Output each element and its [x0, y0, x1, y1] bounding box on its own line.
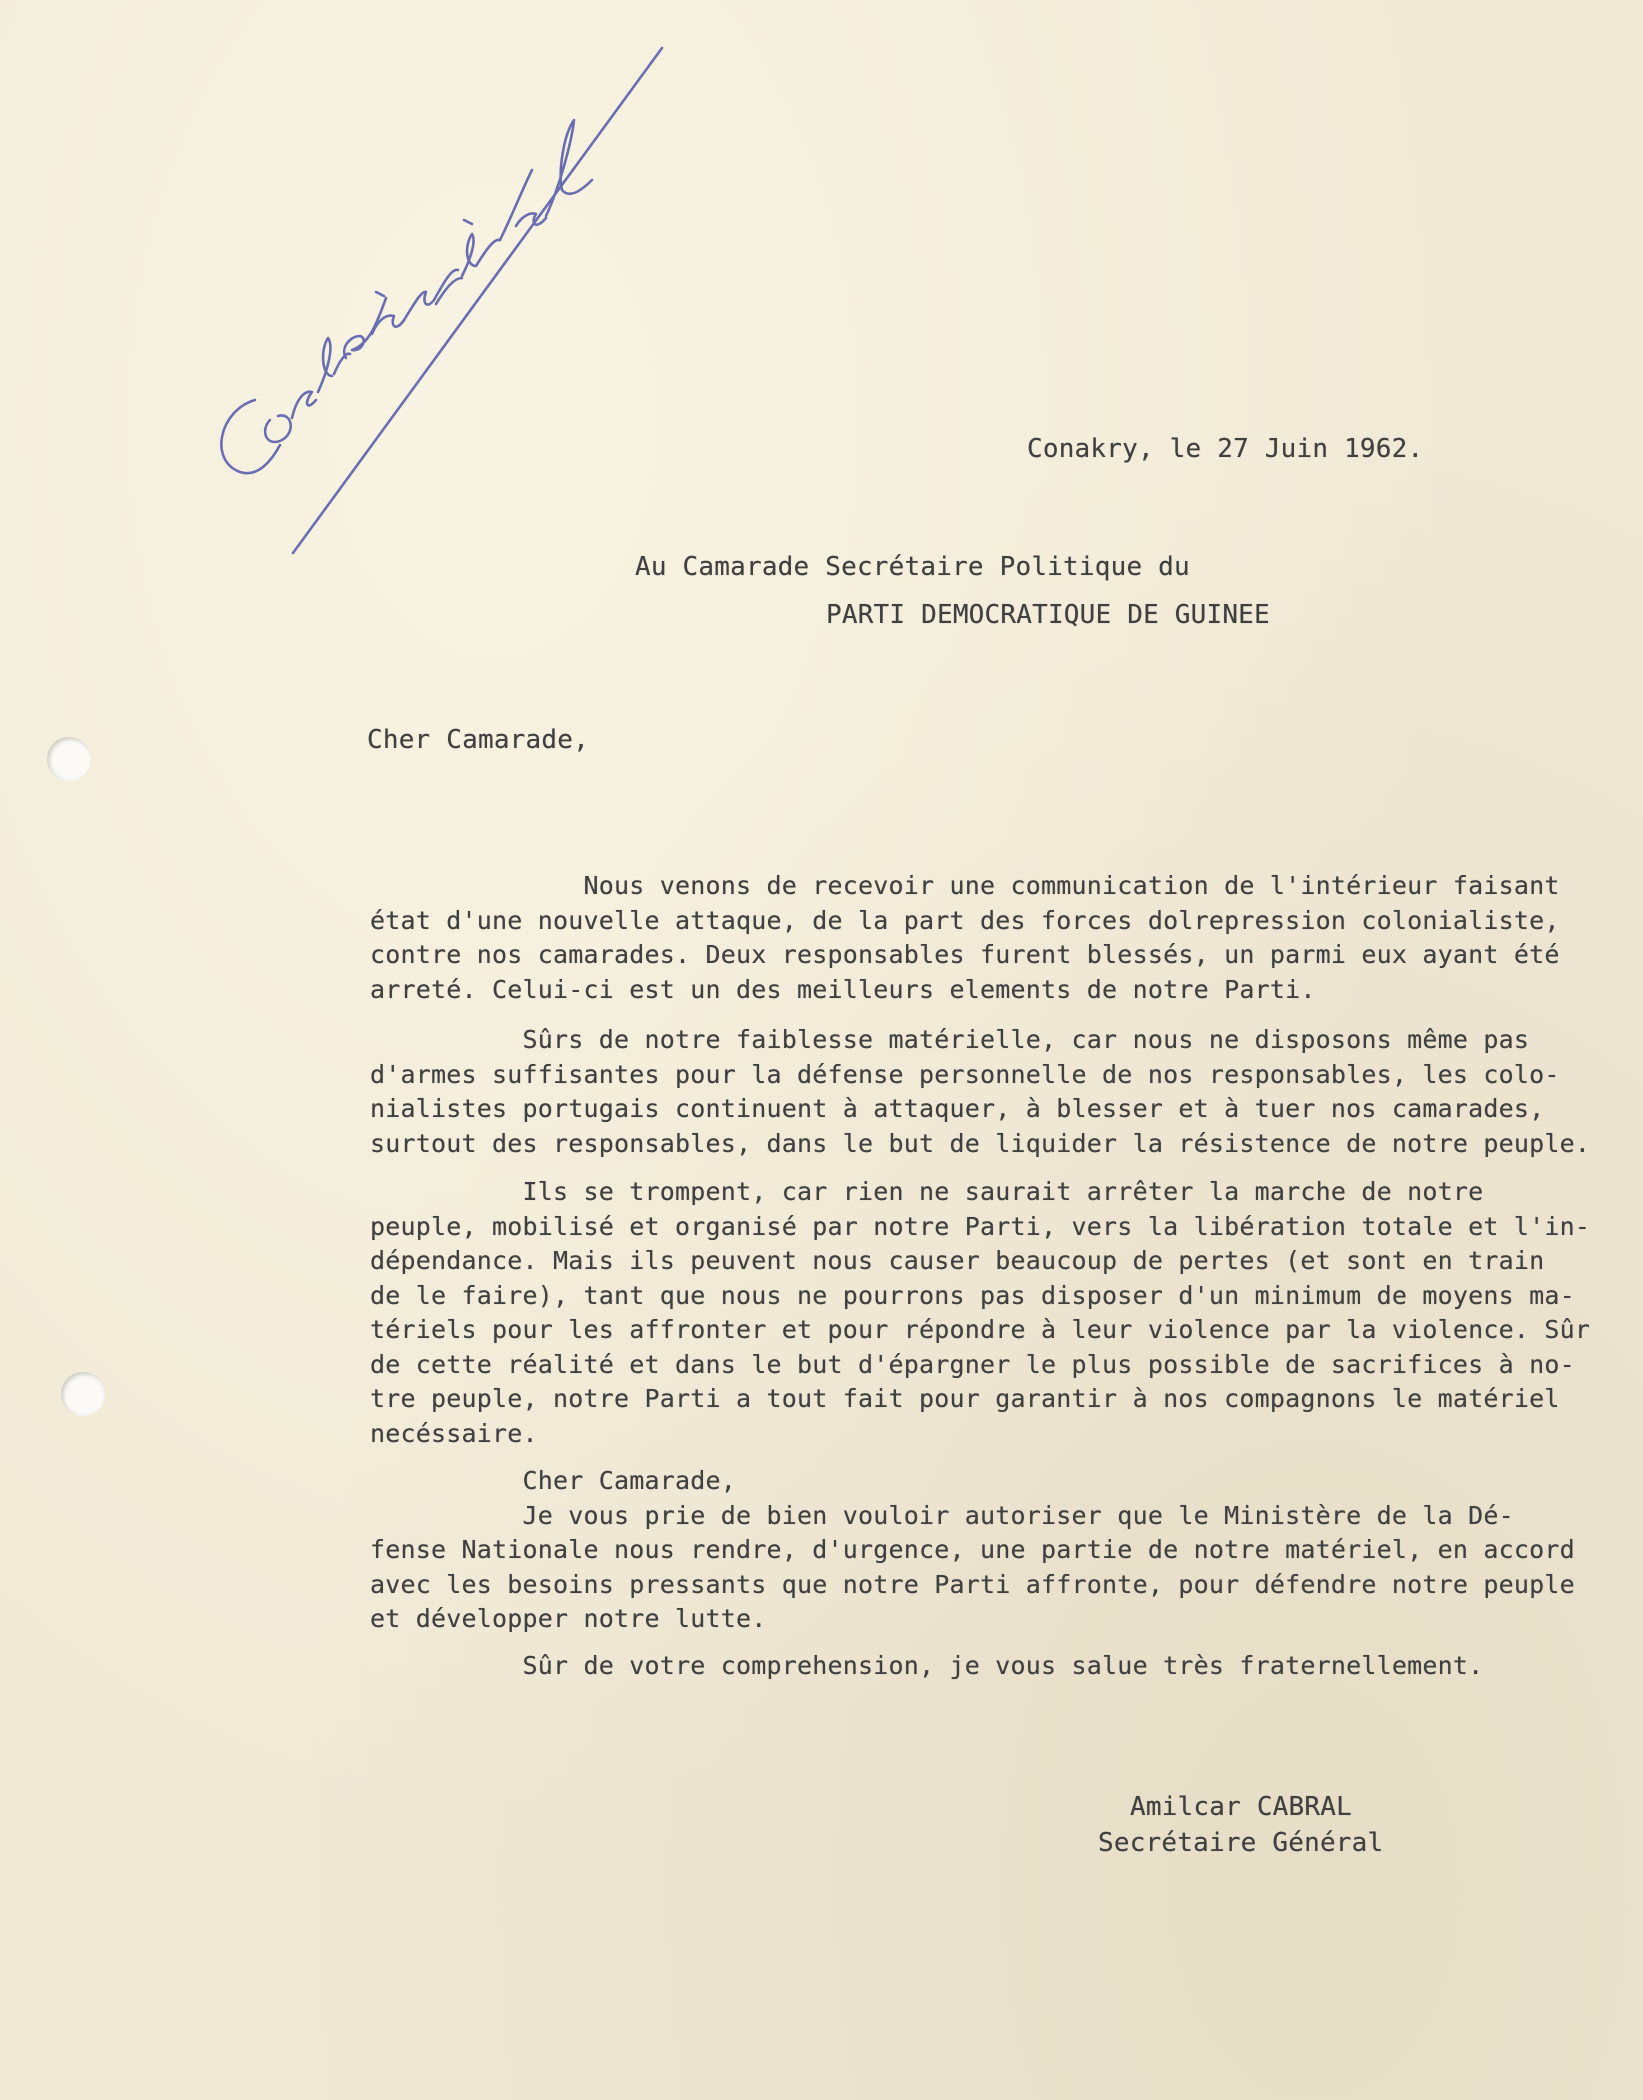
salutation: Cher Camarade,: [367, 725, 589, 755]
paragraph-text: Sûr de votre comprehension, je vous salue très fraternellement.: [370, 1651, 1484, 1680]
punch-hole: [47, 737, 91, 781]
recipient-line-2: PARTI DEMOCRATIQUE DE GUINEE: [826, 600, 1270, 630]
recipient-line-1: Au Camarade Secrétaire Politique du: [635, 552, 1190, 582]
signature-name: Amilcar CABRAL: [1130, 1792, 1352, 1822]
punch-hole: [61, 1372, 105, 1416]
date-line: Conakry, le 27 Juin 1962.: [1027, 434, 1424, 464]
closing-paragraph: [370, 1580, 1620, 1753]
confidentiel-handwritten-annotation: [200, 20, 700, 580]
paragraph-text: Nous venons de recevoir une communication de l'intérieur faisant état d'une nouvelle attaque, de la part des forces dolrepression colonialiste, contre nos camarades. Deux responsables furent blessés, un parmi eux ayant été arreté. Celui-ci est un des meilleurs elements de notre Parti.: [370, 871, 1560, 1004]
paragraph-text: Cher Camarade, Je vous prie de bien vouloir autoriser que le Ministère de la Dé- fense Nationale nous rendre, d'urgence, une partie de notre matériel, en accord avec les besoins pressants que notre Parti affronte, pour défendre notre peuple et développer notre lutte.: [370, 1466, 1575, 1633]
signature-title: Secrétaire Général: [1098, 1828, 1384, 1858]
paragraph-text: Ils se trompent, car rien ne saurait arrêter la marche de notre peuple, mobilisé et organisé par notre Parti, vers la libération totale et l'in- dépendance. Mais ils peuvent nous causer beaucoup de pertes (et sont en train de le faire), tant que nous ne pourrons pas disposer d'un minimum de moyens ma- tériels pour les affronter et pour répondre à leur violence par la violence. Sûr de cette réalité et dans le but d'épargner le plus possible de sacrifices à no- tre peuple, notre Parti a tout fait pour garantir à nos compagnons le matériel necéssaire.: [370, 1177, 1591, 1448]
paragraph-text: Sûrs de notre faiblesse matérielle, car nous ne disposons même pas d'armes suffisantes pour la défense personnelle de nos responsables, les colo- nialistes portugais continuent à attaquer, à blesser et à tuer nos camarades, surtout des responsables, dans le but de liquider la résistence de notre peuple.: [370, 1025, 1591, 1158]
